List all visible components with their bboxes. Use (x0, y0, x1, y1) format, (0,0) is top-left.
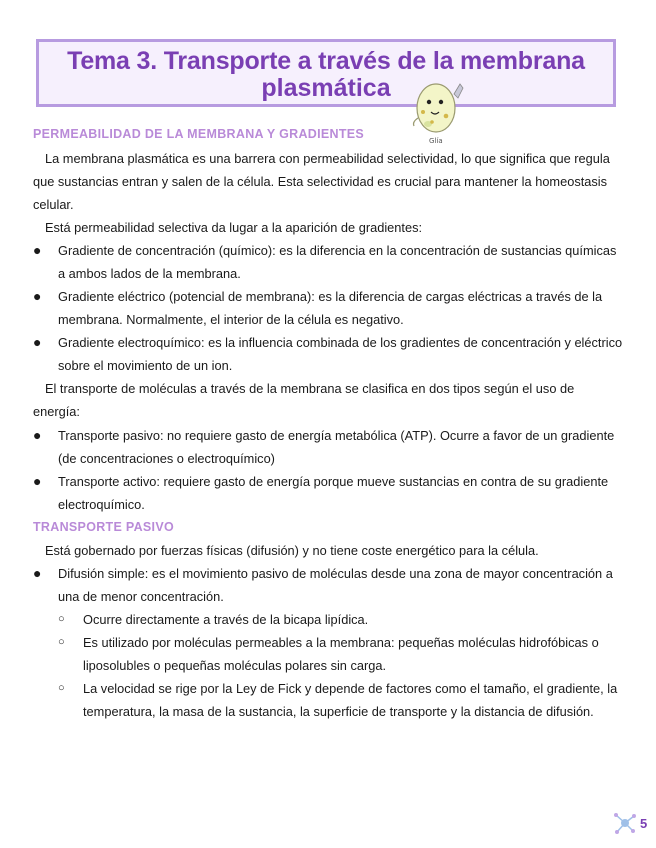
paragraph-gradients-intro: Está permeabilidad selectiva da lugar a la aparición de gradientes: (45, 220, 423, 235)
section-heading-passive-transport: TRANSPORTE PASIVO (33, 520, 174, 534)
paragraph-membrane-intro: La membrana plasmática es una barrera con permeabilidad selectividad, lo que significa que regula que sustancias entran y salen de la célula. Esta selectividad es crucial para mantener la homeostasis celular. (33, 151, 610, 212)
mascot-label: Glía (429, 137, 443, 145)
list-item-concentration-gradient: ● Gradiente de concentración (químico): es la diferencia en la concentración de sustancias químicas a ambos lados de la membrana. (33, 242, 617, 281)
sublist-item-permeable-molecules: ○ Es utilizado por moléculas permeables a la membrana: pequeñas moléculas hidrofóbicas o liposolubles o pequeñas moléculas polares sin carga. (58, 635, 599, 673)
molecule-decoration-icon (612, 810, 638, 836)
paragraph-passive-intro: Está gobernado por fuerzas físicas (difusión) y no tiene coste energético para la célula. (45, 543, 539, 558)
list-item-electrochemical-gradient: ● Gradiente electroquímico: es la influencia combinada de los gradientes de concentración y eléctrico sobre el movimiento de un ion. (33, 334, 623, 373)
glia-mascot-icon (408, 72, 468, 146)
list-item-simple-diffusion: ● Difusión simple: es el movimiento pasivo de moléculas desde una zona de mayor concentración a una de menor concentración. (33, 565, 613, 604)
sublist-item-lipid-bilayer: ○ Ocurre directamente a través de la bicapa lipídica. (58, 612, 369, 627)
list-item-electric-gradient: ● Gradiente eléctrico (potencial de membrana): es la diferencia de cargas eléctricas a través de la membrana. Normalmente, el interior de la célula es negativo. (33, 288, 603, 327)
sublist-item-fick-law: ○ La velocidad se rige por la Ley de Fick y depende de factores como el tamaño, el gradiente, la temperatura, la masa de la sustancia, la superficie de transporte y la distancia de difusión. (58, 681, 618, 719)
page-title-line1: Tema 3. Transporte a través de la membrana (67, 47, 585, 75)
page-number: 5 (640, 816, 648, 831)
section-heading-permeability: PERMEABILIDAD DE LA MEMBRANA Y GRADIENTES (33, 127, 365, 141)
list-item-active-transport: ● Transporte activo: requiere gasto de energía porque mueve sustancias en contra de su gradiente electroquímico. (33, 473, 609, 512)
title-box (36, 39, 616, 107)
page-title-line2: plasmática (261, 74, 391, 102)
paragraph-transport-types: El transporte de moléculas a través de la membrana se clasifica en dos tipos según el uso de energía: (33, 381, 575, 419)
list-item-passive-transport: ● Transporte pasivo: no requiere gasto de energía metabólica (ATP). Ocurre a favor de un gradiente (de concentraciones o electroquímico) (33, 427, 615, 466)
